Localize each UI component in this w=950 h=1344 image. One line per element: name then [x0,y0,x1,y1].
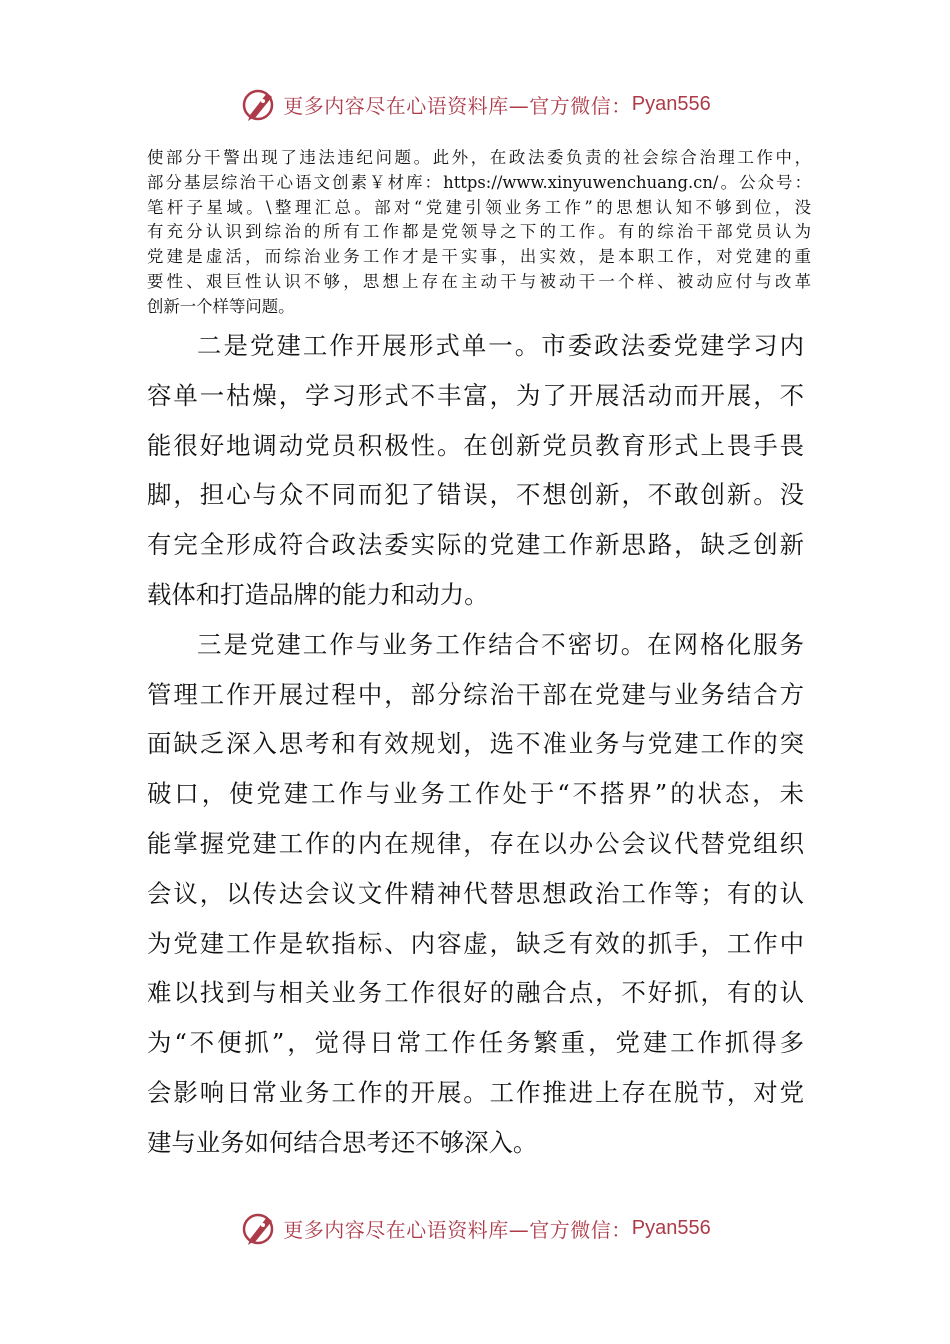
text-line: 党建是虚活，而综治业务工作才是干实事，出实效，是本职工作，对党建的重 [147,247,811,267]
wechat-account: Pyan556 [631,92,711,115]
paragraph-2 [147,321,804,620]
text-line: 管理工作开展过程中，部分综治干部在党建与业务结合方 [147,679,804,709]
text-line: 有完全形成符合政法委实际的党建工作新思路，缺乏创新 [147,530,804,560]
text-line: 为“不便抓”，觉得日常工作任务繁重，党建工作抓得多 [147,1028,804,1058]
text-line: 破口，使党建工作与业务工作处于“不搭界”的状态，未 [147,779,804,809]
pen-logo-icon [239,1208,279,1248]
text-line: 创新一个样等问题。 [147,296,295,316]
text-line: 载体和打造品牌的能力和动力。 [147,579,489,609]
text-line: 会议，以传达会议文件精神代替思想政治工作等；有的认 [147,878,804,908]
body-text [147,321,804,1168]
text-line: 难以找到与相关业务工作很好的融合点，不好抓，有的认 [147,978,804,1008]
text-line: 使部分干警出现了违法违纪问题。此外，在政法委负责的社会综合治理工作中， [147,148,811,167]
banner-text: 更多内容尽在心语资料库—官方微信： [283,1217,632,1242]
text-line: 会影响日常业务工作的开展。工作推进上存在脱节，对党 [147,1077,804,1107]
text-line: 面缺乏深入思考和有效规划，选不准业务与党建工作的突 [147,729,804,759]
text-line: 能掌握党建工作的内在规律，存在以办公会议代替党组织 [147,828,804,858]
text-line: 要性、艰巨性认识不够，思想上存在主动干与被动干一个样、被动应付与改革 [147,271,811,291]
text-line: 能很好地调动党员积极性。在创新党员教育形式上畏手畏 [147,430,804,460]
text-line: 部分基层综治干心语文创素￥材库：https://www.xinyuwenchuang.cn/。公众号： [147,172,811,192]
text-line: 二是党建工作开展形式单一。市委政法委党建学习内 [197,331,804,360]
small-paragraph [147,146,811,320]
text-line: 容单一枯燥，学习形式不丰富，为了开展活动而开展，不 [147,380,804,410]
text-line: 三是党建工作与业务工作结合不密切。在网格化服务 [197,629,804,659]
paragraph-3 [147,620,804,1168]
text-line: 建与业务如何结合思考还不够深入。 [147,1127,538,1157]
text-line: 为党建工作是软指标、内容虚，缺乏有效的抓手，工作中 [147,928,804,958]
footer-banner [0,1208,950,1248]
text-line: 有充分认识到综治的所有工作都是党领导之下的工作。有的综治干部党员认为 [147,222,811,242]
header-banner [0,84,950,124]
text-line: 脚，担心与众不同而犯了错误，不想创新，不敢创新。没 [147,480,804,510]
pen-logo-icon [239,84,279,124]
banner-text: 更多内容尽在心语资料库—官方微信： [283,93,632,118]
wechat-account: Pyan556 [631,1216,711,1239]
text-line: 笔杆子星域。\整理汇总。部对“党建引领业务工作”的思想认知不够到位，没 [147,197,811,217]
